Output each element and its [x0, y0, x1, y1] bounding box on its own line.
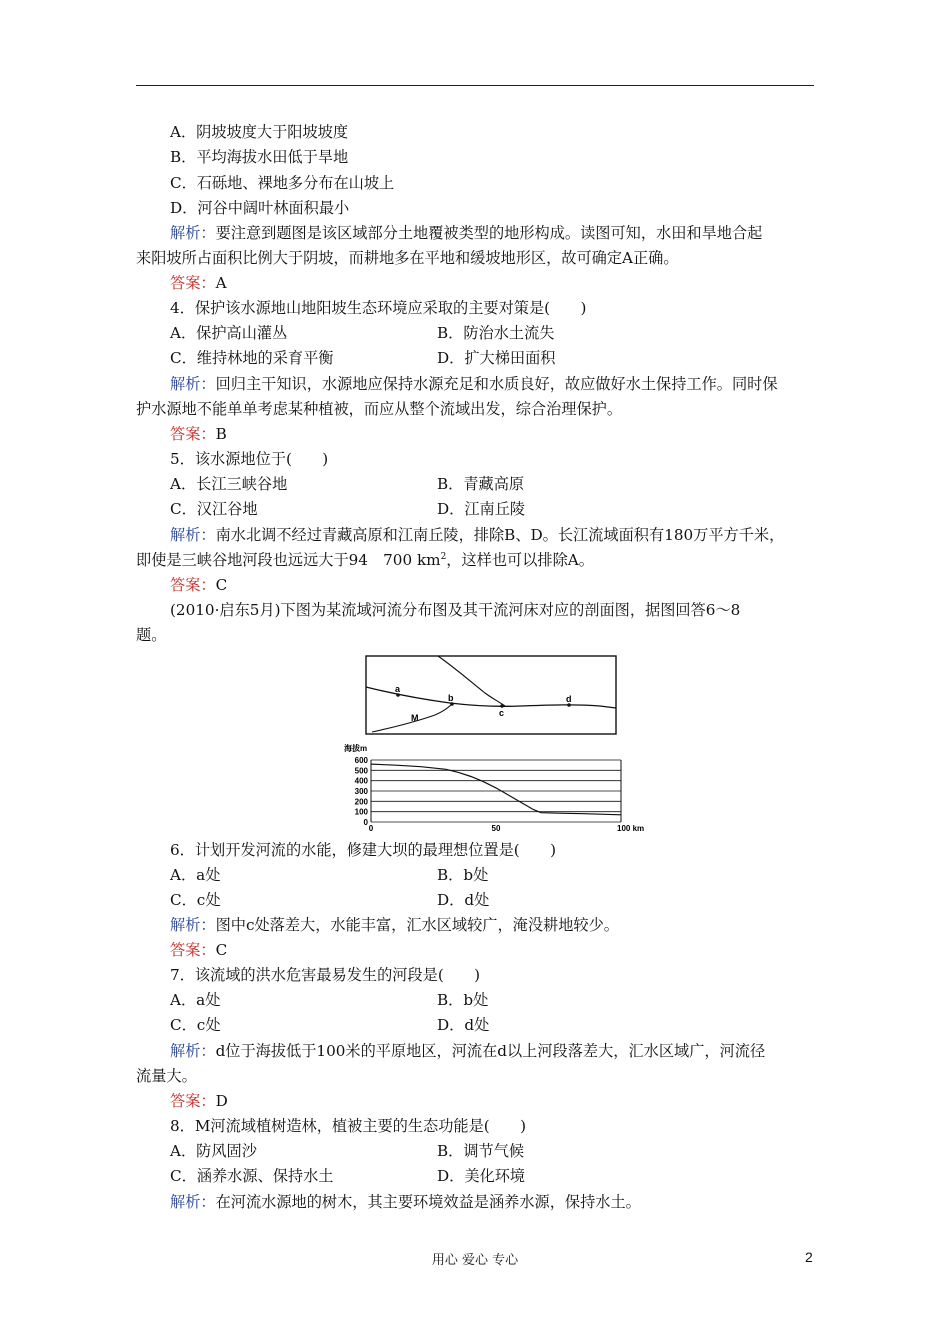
q5-analysis-line1 [170, 525, 784, 545]
q8-stem: 8．M河流域植树造林，植被主要的生态功能是( ) [170, 1117, 527, 1135]
page-footer: 用心 爱心 专心 [431, 1253, 519, 1268]
label-b: b [448, 693, 454, 703]
q5-option-c: C．汉江谷地 [170, 500, 258, 518]
answer-label: 答案： [170, 941, 216, 959]
q4-option-a: A．保护高山灌丛 [170, 324, 288, 342]
analysis-text: 即使是三峡谷地河段也远远大于94 700 km [136, 551, 441, 569]
q6-option-d: D．d处 [437, 891, 490, 909]
answer-value: C [215, 941, 228, 959]
answer-value: A [215, 274, 227, 292]
chart-series-line [371, 764, 621, 815]
y-tick-label: 300 [354, 787, 368, 796]
analysis-label: 解析： [170, 1193, 216, 1211]
q4-analysis-line2: 护水源地不能单单考虑某种植被，而应从整个流域出发，综合治理保护。 [136, 400, 622, 418]
intro-line1: (2010·启东5月)下图为某流域河流分布图及其干流河床对应的剖面图，据图回答6～8 [170, 601, 741, 619]
analysis-text: 回归主干知识，水源地应保持水源充足和水质良好，故应做好水土保持工作。同时保 [215, 375, 778, 393]
page-number: 2 [805, 1249, 813, 1265]
answer-label: 答案： [170, 274, 216, 292]
q6-analysis-line1 [170, 915, 619, 935]
q4-option-b: B．防治水土流失 [437, 324, 555, 342]
intro-line2: 题。 [136, 626, 167, 644]
answer-label: 答案： [170, 425, 216, 443]
label-c: c [499, 708, 505, 718]
q6-option-a: A．a处 [170, 866, 221, 884]
q6-answer [170, 940, 227, 960]
q3-analysis-line1 [170, 223, 762, 243]
analysis-text: 在河流水源地的树木，其主要环境效益是涵养水源，保持水土。 [215, 1193, 641, 1211]
q4-answer [170, 424, 227, 444]
q3-analysis-line2: 来阳坡所占面积比例大于阴坡，而耕地多在平地和缓坡地形区，故可确定A正确。 [136, 249, 679, 267]
q5-option-b: B．青藏高原 [437, 475, 525, 493]
chart-ylabel: 海拔m [344, 744, 368, 753]
q7-stem: 7．该流域的洪水危害最易发生的河段是( ) [170, 966, 481, 984]
q4-option-c: C．维持林地的采育平衡 [170, 349, 334, 367]
answer-label: 答案： [170, 1092, 216, 1110]
analysis-label: 解析： [170, 1042, 216, 1060]
analysis-text: 南水北调不经过青藏高原和江南丘陵，排除B、D。长江流域面积有180万平方千米， [215, 526, 785, 544]
answer-label: 答案： [170, 576, 216, 594]
label-d: d [566, 694, 572, 704]
q7-option-b: B．b处 [437, 991, 489, 1009]
q3-option-b: B．平均海拔水田低于旱地 [170, 148, 349, 166]
q7-option-c: C．c处 [170, 1016, 221, 1034]
answer-value: D [215, 1092, 228, 1110]
q8-option-c: C．涵养水源、保持水土 [170, 1167, 334, 1185]
q7-option-a: A．a处 [170, 991, 221, 1009]
y-tick-label: 100 [354, 807, 368, 817]
analysis-label: 解析： [170, 526, 216, 544]
y-tick-label: 600 [354, 756, 368, 765]
q8-option-b: B．调节气候 [437, 1142, 525, 1160]
q6-option-c: C．c处 [170, 891, 221, 909]
q3-answer [170, 273, 227, 293]
header-rule [136, 85, 814, 86]
q5-option-d: D．江南丘陵 [437, 500, 526, 518]
q3-option-c: C．石砾地、裸地多分布在山坡上 [170, 174, 395, 192]
analysis-label: 解析： [170, 375, 216, 393]
q5-answer [170, 575, 227, 595]
x-tick-label: 0 [368, 824, 374, 833]
analysis-text: 要注意到题图是该区域部分土地覆被类型的地形构成。读图可知，水田和旱地合起 [215, 224, 763, 242]
q8-option-d: D．美化环境 [437, 1167, 526, 1185]
q6-stem: 6．计划开发河流的水能，修建大坝的最理想位置是( ) [170, 841, 557, 859]
q7-option-d: D．d处 [437, 1016, 490, 1034]
q5-stem: 5．该水源地位于( ) [170, 450, 329, 468]
x-tick-label: 50 [491, 824, 501, 833]
y-tick-label: 0 [363, 818, 368, 827]
y-tick-label: 500 [354, 766, 368, 776]
q7-answer [170, 1091, 228, 1111]
river-map [360, 653, 622, 738]
profile-chart [340, 740, 645, 833]
analysis-text: 图中c处落差大，水能丰富，汇水区域较广，淹没耕地较少。 [215, 916, 619, 934]
q5-option-a: A．长江三峡谷地 [170, 475, 288, 493]
label-a: a [395, 684, 401, 694]
analysis-text: ，这样也可以排除A。 [446, 551, 594, 569]
q6-option-b: B．b处 [437, 866, 489, 884]
q8-option-a: A．防风固沙 [170, 1142, 257, 1160]
superscript: 2 [440, 551, 447, 562]
label-m: M [411, 713, 419, 723]
q4-option-d: D．扩大梯田面积 [437, 349, 556, 367]
y-tick-label: 400 [354, 776, 368, 786]
q7-analysis-line2: 流量大。 [136, 1067, 197, 1085]
y-tick-label: 200 [354, 797, 368, 807]
x-tick-label: 100 km [617, 824, 645, 833]
q4-analysis-line1 [170, 374, 778, 394]
q7-analysis-line1 [170, 1041, 765, 1061]
q4-stem: 4．保护该水源地山地阳坡生态环境应采取的主要对策是( ) [170, 299, 587, 317]
q3-option-d: D．河谷中阔叶林面积最小 [170, 199, 350, 217]
answer-value: C [215, 576, 228, 594]
answer-value: B [215, 425, 227, 443]
analysis-text: d位于海拔低于100米的平原地区，河流在d以上河段落差大，汇水区域广，河流径 [215, 1042, 766, 1060]
q3-option-a: A．阴坡坡度大于阳坡坡度 [170, 123, 349, 141]
analysis-label: 解析： [170, 224, 216, 242]
q8-analysis-line1 [170, 1192, 641, 1212]
analysis-label: 解析： [170, 916, 216, 934]
q5-analysis-line2 [136, 550, 594, 570]
